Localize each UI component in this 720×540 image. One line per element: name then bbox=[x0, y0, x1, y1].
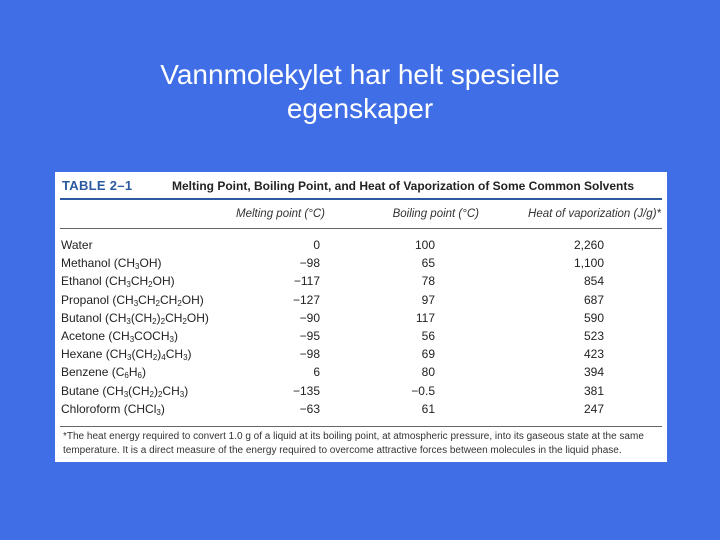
heat-of-vaporization-cell: 854 bbox=[583, 274, 604, 289]
solvent-name-cell bbox=[61, 400, 165, 418]
solvent-name-cell bbox=[61, 272, 175, 290]
column-header-heat: Heat of vaporization (J/g)* bbox=[528, 208, 661, 220]
table-caption: Melting Point, Boiling Point, and Heat of Vaporization of Some Common Solvents bbox=[172, 179, 635, 193]
solvent-name-cell bbox=[61, 345, 192, 363]
table-row bbox=[55, 236, 667, 254]
solvents-table-image bbox=[55, 172, 667, 462]
table-row bbox=[55, 400, 667, 418]
solvent-name: Hexane bbox=[61, 347, 103, 362]
heat-of-vaporization-cell: 381 bbox=[583, 383, 604, 398]
melting-point-cell: 0 bbox=[313, 238, 320, 252]
melting-point-cell: −135 bbox=[292, 383, 320, 398]
solvent-name: Acetone bbox=[61, 329, 106, 343]
slide-title-line-2: egenskaper bbox=[286, 93, 434, 124]
melting-point-cell: 6 bbox=[313, 365, 320, 380]
melting-point-cell: −95 bbox=[299, 329, 320, 343]
header-rule bbox=[60, 228, 662, 229]
solvent-name: Propanol bbox=[61, 292, 110, 307]
solvent-name-cell bbox=[61, 382, 188, 400]
solvent-formula: $(C_6H_6)$ bbox=[111, 365, 146, 381]
heat-of-vaporization-cell: 423 bbox=[583, 347, 604, 362]
melting-point-cell: −127 bbox=[292, 292, 320, 307]
boiling-point-cell: 65 bbox=[421, 256, 435, 271]
table-label: TABLE 2–1 bbox=[62, 178, 133, 193]
table-row bbox=[55, 309, 667, 327]
solvent-formula: $(CH_3(CH_2)_2CH_3)$ bbox=[102, 383, 189, 399]
solvent-formula: $(CH_3(CH_2)_2CH_2OH)$ bbox=[105, 310, 209, 326]
boiling-point-cell: 97 bbox=[421, 292, 435, 307]
solvent-name: Butane bbox=[61, 383, 100, 398]
solvent-name-cell bbox=[61, 309, 209, 327]
solvent-name: Methanol bbox=[61, 256, 111, 271]
solvent-name-cell bbox=[61, 236, 93, 254]
heat-of-vaporization-cell: 687 bbox=[583, 292, 604, 307]
boiling-point-cell: 100 bbox=[414, 238, 435, 252]
solvent-name: Water bbox=[61, 238, 93, 252]
solvent-name-cell bbox=[61, 363, 146, 381]
solvent-name-cell bbox=[61, 254, 162, 272]
table-row bbox=[55, 272, 667, 290]
solvent-formula: $(CH_3CH_2CH_2OH)$ bbox=[112, 292, 204, 308]
boiling-point-cell: 56 bbox=[421, 329, 435, 343]
boiling-point-cell: 69 bbox=[421, 347, 435, 362]
solvent-name: Benzene bbox=[61, 365, 109, 380]
solvent-formula: $(CH_3COCH_3)$ bbox=[108, 329, 178, 344]
solvent-name: Ethanol bbox=[61, 274, 102, 289]
solvent-formula: $(CH_3CH_2OH)$ bbox=[105, 274, 175, 290]
slide-title-line-1: Vannmolekylet har helt spesielle bbox=[160, 59, 560, 90]
melting-point-cell: −98 bbox=[299, 347, 320, 362]
heat-of-vaporization-cell: 590 bbox=[583, 310, 604, 325]
solvent-name: Chloroform bbox=[61, 401, 121, 416]
melting-point-cell: −117 bbox=[293, 274, 320, 289]
melting-point-cell: −98 bbox=[299, 256, 320, 271]
column-header-boiling: Boiling point (°C) bbox=[392, 208, 479, 220]
melting-point-cell: −90 bbox=[299, 310, 320, 325]
heat-of-vaporization-cell: 2,260 bbox=[573, 238, 604, 252]
table-row bbox=[55, 327, 667, 345]
heat-of-vaporization-cell: 394 bbox=[583, 365, 604, 380]
table-footnote: *The heat energy required to convert 1.0 g of a liquid at its boiling point, at atmospheric pressure, into its gaseous state at the same temperature. It is a direct measure of the energy required to overcome attractive forces between molecules in the liquid phase. bbox=[63, 431, 644, 456]
heat-of-vaporization-cell: 1,100 bbox=[573, 256, 604, 271]
boiling-point-cell: 117 bbox=[415, 310, 435, 325]
table-row bbox=[55, 382, 667, 400]
table-top-rule bbox=[60, 198, 662, 200]
solvent-formula: $(CH_3(CH_2)_4CH_3)$ bbox=[105, 347, 192, 363]
table-row bbox=[55, 254, 667, 272]
solvent-name-cell bbox=[61, 291, 204, 309]
solvent-name-cell bbox=[61, 327, 178, 345]
solvent-formula: (CHCl$_3$) bbox=[123, 401, 165, 417]
boiling-point-cell: −0.5 bbox=[411, 383, 435, 398]
heat-of-vaporization-cell: 247 bbox=[583, 401, 604, 416]
table-bottom-rule bbox=[60, 426, 662, 427]
table-row bbox=[55, 363, 667, 381]
slide-title bbox=[0, 58, 720, 126]
table-row bbox=[55, 345, 667, 363]
boiling-point-cell: 78 bbox=[421, 274, 435, 289]
solvent-name: Butanol bbox=[61, 310, 102, 325]
column-header-melting: Melting point (°C) bbox=[236, 208, 325, 220]
heat-of-vaporization-cell: 523 bbox=[583, 329, 604, 343]
boiling-point-cell: 80 bbox=[421, 365, 435, 380]
table-row bbox=[55, 291, 667, 309]
boiling-point-cell: 61 bbox=[421, 401, 435, 416]
solvent-formula: $(CH_3OH)$ bbox=[113, 256, 162, 272]
melting-point-cell: −63 bbox=[299, 401, 320, 416]
table-header bbox=[60, 176, 662, 196]
